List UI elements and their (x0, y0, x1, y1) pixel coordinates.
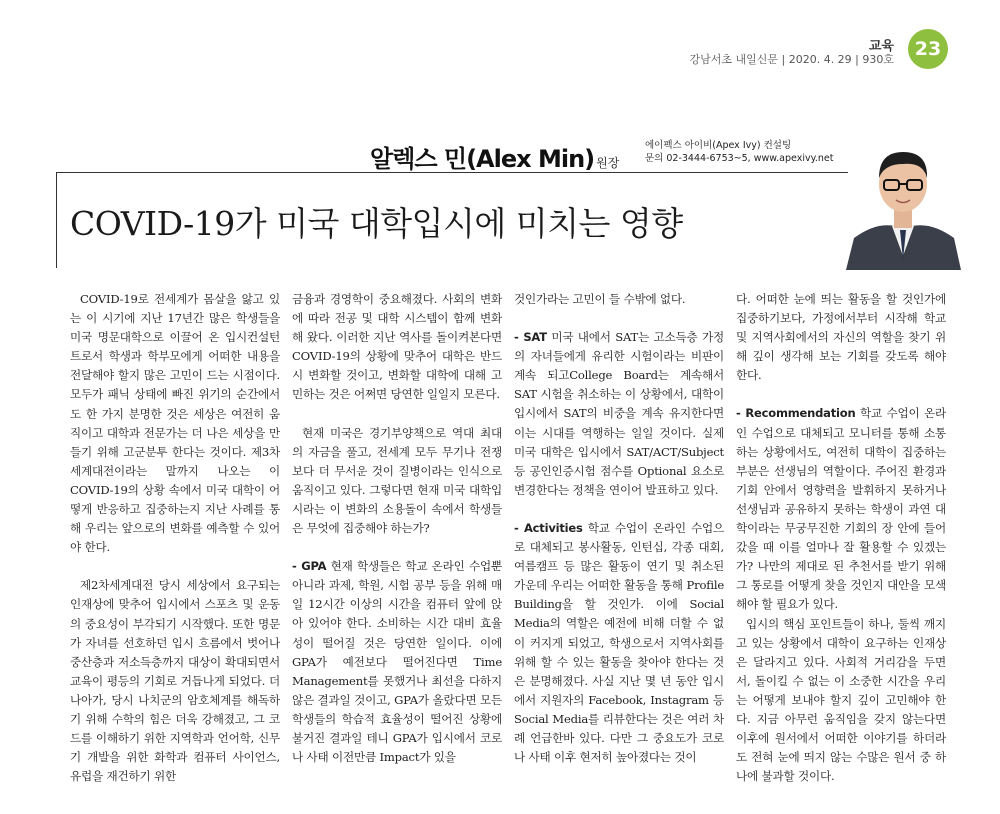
paragraph: 입시의 핵심 포인트들이 하나, 둘씩 깨지고 있는 상황에서 대학이 요구하는 인재상은 달라지고 있다. 사회적 거리감을 두면서, 돌이킬 수 없는 이 소중한 시간을 우리는 어떻게 보내야 할지 깊이 고민해야 한다. 지금 아무런 움직임을 갖지 않는다면 이후에 원서에서 어떠한 이야기를 하더라도 전혀 눈에 띄지 않는 수많은 원서 중 하나에 불과할 것이다. (736, 616, 946, 784)
contact-info: 문의 02-3444-6753~5, www.apexivy.net (645, 153, 834, 164)
headline-frame-top (56, 172, 848, 173)
paragraph: 제2차세계대전 당시 세상에서 요구되는 인재상에 맞추어 입시에서 스포츠 및 운동의 중요성이 부각되기 시작했다. 또한 명문가 자녀를 선호하던 입시 흐름에서 벗어나 중산층과 저소득층까지 대상이 확대되면서 교육이 평등의 기회로 거듭나게 되었다. 더 나아가, 당시 나치군의 암호체계를 해독하기 위해 수학의 힘은 더욱 강해졌고, 그 코드를 이해하기 위한 지역학과 언어학, 신무기 개발을 위한 화학과 컴퓨터 사이언스, 유럽을 재건하기 위한 (70, 578, 280, 784)
article-body (70, 290, 960, 784)
paragraph: COVID-19로 전세계가 몸살을 앓고 있는 이 시기에 지난 17년간 많은 학생들을 미국 명문대학으로 이끌어 온 입시컨설턴트로서 학생과 학부모에게 어떠한 내용을 전달해야 할지 많은 고민이 드는 시점이다. 모두가 패닉 상태에 빠진 위기의 순간에서도 한 가지 분명한 것은 세상은 여전히 움직이고 대학과 전문가는 더 나은 세상을 만들기 위해 고군분투 한다는 것이다. 제3차 세계대전이라는 말까지 나오는 이 COVID-19의 상황 속에서 미국 대학이 어떻게 반응하고 집중하는지 지난 사례를 통해 우리는 앞으로의 변화를 예측할 수 있어야 한다. (70, 292, 280, 555)
subheading-sat: - SAT (514, 330, 547, 345)
paragraph-text: 학교 수업이 온라인 수업으로 대체되고 봉사활동, 인턴십, 각종 대회, 여름캠프 등 많은 활동이 연기 및 취소된 가운데 우리는 어떠한 활동을 통해 Profile Building을 할 것인가. 이에 Social Media의 역할은 예전에 비해 더할 수 없이 커지게 되었고, 학생으로서 지역사회를 위해 할 수 있는 활동을 찾아야 한다는 것은 분명해졌다. 사실 지난 몇 년 동안 입시에서 지원자의 Facebook, Instagram 등 Social Media를 리뷰한다는 것은 여러 차례 언급한바 있다. 다만 그 중요도가 코로나 사태 이후 현저히 높아졌다는 것이 (514, 520, 724, 765)
paragraph: 현재 미국은 경기부양책으로 역대 최대의 자금을 풀고, 전세계 모두 무기나 전쟁보다 더 무서운 것이 질병이라는 인식으로 움직이고 있다. 그렇다면 현재 미국 대학입시라는 이 변화의 소용돌이 속에서 학생들은 무엇에 집중해야 하는가? (292, 425, 502, 536)
article-column-2 (292, 290, 502, 767)
subheading-activities: - Activities (514, 520, 583, 535)
author-contact (645, 139, 833, 165)
company-name: 에이펙스 아이비(Apex Ivy) 컨설팅 (645, 140, 792, 151)
paper-info: 강남서초 내일신문 | 2020. 4. 29 | 930호 (689, 53, 894, 66)
article-column-1 (70, 290, 280, 786)
article-column-4 (736, 290, 946, 786)
author-role: 원장 (596, 156, 620, 170)
gpa-paragraph (292, 557, 502, 767)
activities-paragraph (514, 519, 724, 767)
subheading-gpa: - GPA (292, 559, 327, 574)
paragraph-text: 현재 학생들은 학교 온라인 수업뿐 아니라 과제, 학원, 시험 공부 등을 위해 매일 12시간 이상의 시간을 컴퓨터 앞에 앉아 있어야 한다. 소비하는 시간 대비 효율성이 떨어질 것은 당연한 일이다. 이에 GPA가 예전보다 떨어진다면 Time Management를 못했거나 최선을 다하지 않은 결과일 것이고, GPA가 올랐다면 모든 학생들의 학습적 효율성이 떨어진 상황에 불거진 결과일 테니 GPA가 입시에서 코로나 사태 이전만큼 Impact가 있을 (292, 559, 502, 765)
author-photo (846, 130, 961, 270)
paragraph-text: 미국 내에서 SAT는 고소득층 가정의 자녀들에게 유리한 시험이라는 비판이 계속 되고College Board는 계속해서 SAT 시험을 취소하는 이 상황에서, 대학이 입시에서 SAT의 비중을 계속 유지한다면 이는 시대를 역행하는 일일 것이다. 실제 미국 대학은 입시에서 SAT/ACT/Subject 등 공인인증시험 점수를 Optional 요소로 변경한다는 정책을 연이어 발표하고 있다. (514, 330, 724, 497)
paragraph: 다. 어떠한 눈에 띄는 활동을 할 것인가에 집중하기보다, 가정에서부터 시작해 학교 및 지역사회에서의 자신의 역할을 찾기 위해 깊이 생각해 보는 기회를 갖도록 해야 한다. (736, 292, 946, 383)
article-headline: COVID-19가 미국 대학입시에 미치는 영향 (70, 204, 683, 243)
paragraph: 금융과 경영학이 중요해졌다. 사회의 변화에 따라 전공 및 대학 시스템이 함께 변화해 왔다. 이러한 지난 역사를 돌이켜본다면 COVID-19의 상황에 맞추어 대학은 반드시 변화할 것이고, 변화할 대학에 대해 고민하는 것은 어쩌면 당연한 일일지 모른다. (292, 292, 502, 402)
paragraph-text: 학교 수업이 온라인 수업으로 대체되고 모니터를 통해 소통하는 상황에서도, 여전히 대학이 집중하는 부분은 선생님의 역할이다. 주어진 환경과 기회 안에서 영향력을 발휘하지 못하거나 선생님과 공유하지 못하는 학생이 과연 대학이라는 무궁무진한 기회의 장 안에 들어갔을 때 이를 얼마나 잘 활용할 수 있겠는가? 나만의 제대로 된 추천서를 받기 위해 그 통로를 어떻게 찾을 것인지 대안을 모색해야 할 필요가 있다. (736, 406, 946, 612)
sat-paragraph (514, 328, 724, 500)
author-name: 알렉스 민(Alex Min) (370, 145, 595, 173)
section-label: 교육 (868, 39, 894, 54)
subheading-recommendation: - Recommendation (736, 406, 856, 421)
recommendation-paragraph (736, 404, 946, 614)
author-byline (370, 139, 619, 174)
page-number-badge: 23 (908, 29, 948, 69)
article-column-3 (514, 290, 724, 767)
headline-frame-left (56, 172, 57, 268)
paragraph: 것인가라는 고민이 들 수밖에 없다. (514, 292, 686, 306)
